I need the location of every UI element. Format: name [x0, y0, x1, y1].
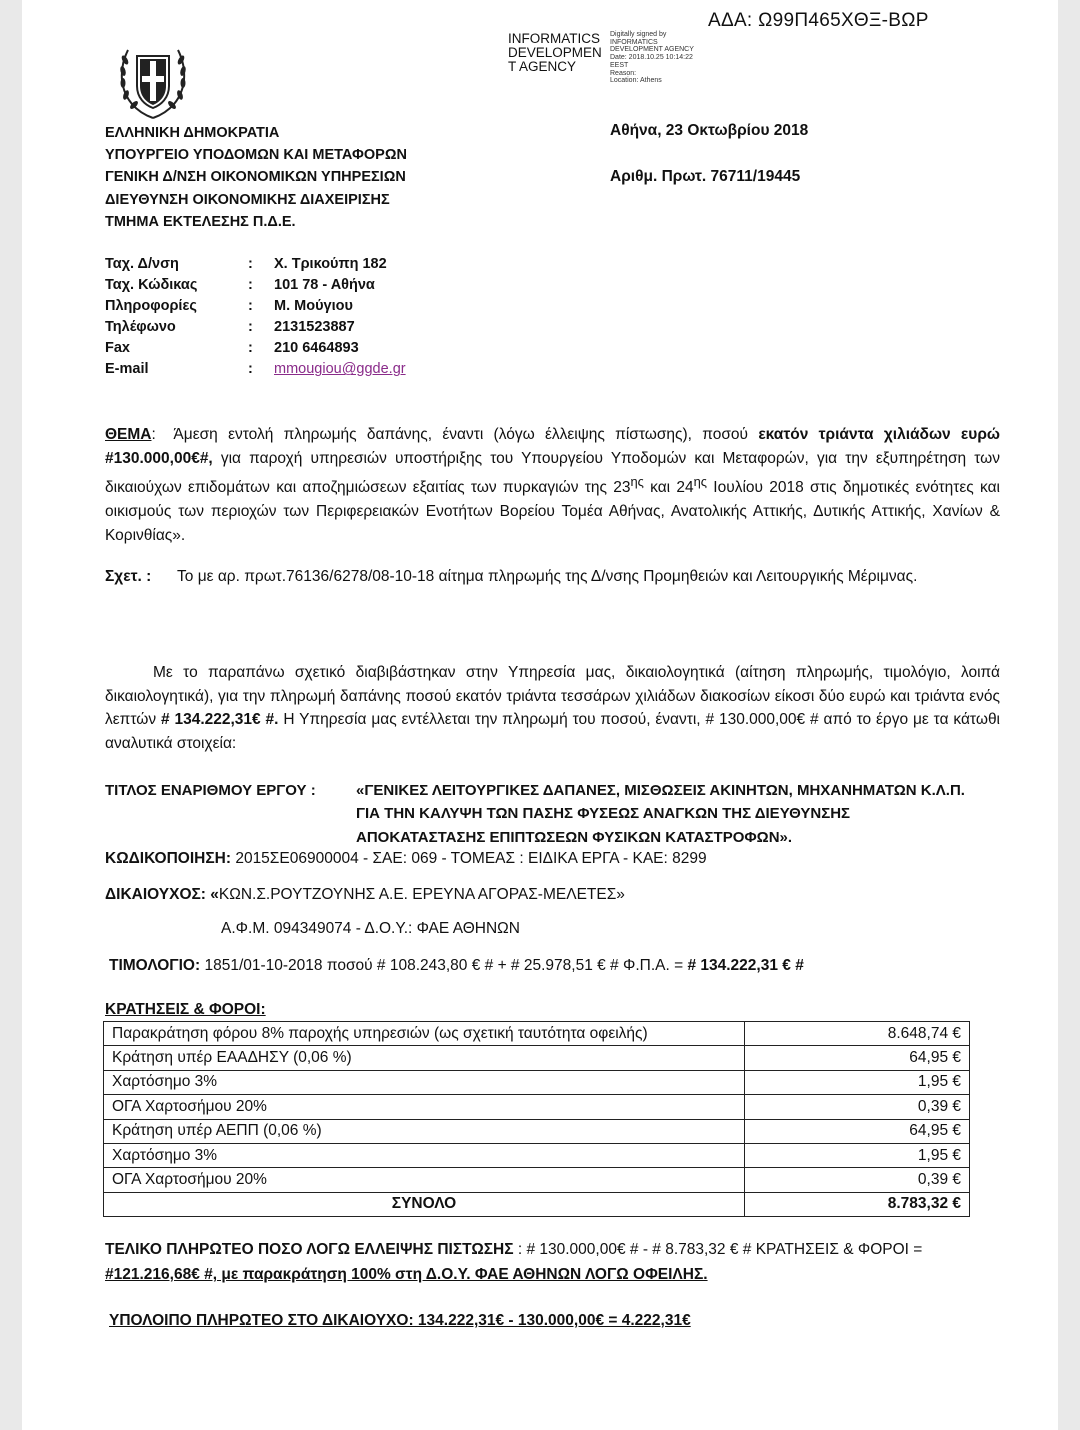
- org-line: ΤΜΗΜΑ ΕΚΤΕΛΕΣΗΣ Π.Δ.Ε.: [105, 213, 296, 230]
- coding-value: 2015ΣΕ06900004 - ΣΑΕ: 069 - ΤΟΜΕΑΣ : ΕΙΔΙΚΑ ΕΡΓΑ - ΚΑΕ: 8299: [231, 850, 707, 867]
- subject-text: Άμεση εντολή πληρωμής δαπάνης, έναντι (λόγω έλλειψης πίστωσης), ποσού: [164, 426, 759, 443]
- subject-text: και 24: [643, 479, 694, 497]
- subject-text: Ιουλίου 2018 στις δημοτικές ενότητες και οικισμούς των περιοχών των Περιφερειακών Ενοτήτων Βορείου Τομέα Αθήνας, Ανατολικής Αττικής, Δυτικής Αττικής, Χανίων & Κορινθίας».: [105, 479, 1001, 544]
- org-line: ΕΛΛΗΝΙΚΗ ΔΗΜΟΚΡΑΤΙΑ: [105, 125, 280, 141]
- deduction-amount: 64,95 €: [745, 1119, 970, 1143]
- coding-line: [105, 850, 707, 868]
- ordinal-suffix: ης: [693, 474, 708, 490]
- table-row: [104, 1095, 970, 1119]
- deduction-label: Κράτηση υπέρ ΕΑΑΔΗΣΥ (0,06 %): [104, 1046, 745, 1070]
- table-row: [104, 1143, 970, 1167]
- beneficiary-line: [105, 886, 625, 904]
- final-amount-label: ΤΕΛΙΚΟ ΠΛΗΡΩΤΕΟ ΠΟΣΟ ΛΟΓΩ ΕΛΛΕΙΨΗΣ ΠΙΣΤΩΣΗΣ: [105, 1241, 514, 1258]
- signature-detail-line: INFORMATICS: [610, 38, 658, 46]
- contact-value: 210 6464893: [274, 340, 359, 357]
- relation-text: Το με αρ. πρωτ.76136/6278/08-10-18 αίτημα πληρωμής της Δ/νσης Προμηθειών και Λειτουργικής Μέριμνας.: [177, 568, 918, 585]
- org-line: ΓΕΝΙΚΗ Δ/ΝΣΗ ΟΙΚΟΝΟΜΙΚΩΝ ΥΠΗΡΕΣΙΩΝ: [105, 169, 406, 186]
- subject-amount: εκατόν τριάντα χιλιάδων ευρώ #130.000,00€#,: [105, 426, 1000, 467]
- coding-label: ΚΩΔΙΚΟΠΟΙΗΣΗ:: [105, 850, 232, 867]
- tax-id-line: Α.Φ.Μ. 094349074 - Δ.Ο.Υ.: ΦΑΕ ΑΘΗΝΩΝ: [221, 920, 520, 937]
- contact-row: [105, 317, 406, 338]
- signature-detail-line: DEVELOPMENT AGENCY: [610, 46, 694, 54]
- contact-value: 2131523887: [274, 319, 355, 336]
- relation-label: Σχετ. :: [105, 568, 152, 585]
- body-amount: # 134.222,31€ #.: [160, 711, 279, 729]
- organization-block: [105, 122, 407, 233]
- table-row: [104, 1046, 970, 1070]
- body-paragraph: [105, 661, 1000, 755]
- total-amount: 8.783,32 €: [745, 1192, 970, 1216]
- deduction-amount: 1,95 €: [745, 1070, 970, 1094]
- final-amount-line: [105, 1241, 922, 1259]
- deduction-label: Παρακράτηση φόρου 8% παροχής υπηρεσιών (ως σχετική ταυτότητα οφειλής): [104, 1022, 745, 1046]
- org-line: ΥΠΟΥΡΓΕΙΟ ΥΠΟΔΟΜΩΝ ΚΑΙ ΜΕΤΑΦΟΡΩΝ: [105, 147, 407, 164]
- table-row: [104, 1022, 970, 1046]
- signature-details: [610, 31, 694, 85]
- contact-label: Πληροφορίες: [105, 298, 197, 315]
- beneficiary-label: ΔΙΚΑΙΟΥΧΟΣ: «: [105, 886, 219, 903]
- protocol-number: Αριθμ. Πρωτ. 76711/19445: [610, 168, 801, 185]
- subject-heading: [105, 423, 164, 447]
- relation-paragraph: [105, 565, 1000, 589]
- signature-detail-line: Digitally signed by: [610, 31, 667, 38]
- contact-separator: :: [248, 256, 253, 272]
- contact-row: [105, 275, 406, 296]
- contact-value: Χ. Τρικούπη 182: [274, 256, 387, 272]
- subject-label: ΘΕΜΑ: [105, 426, 152, 443]
- final-amount-text: : # 130.000,00€ # - # 8.783,32 € # ΚΡΑΤΗΣΕΙΣ & ΦΟΡΟΙ =: [513, 1241, 923, 1258]
- project-title-label: ΤΙΤΛΟΣ ΕΝΑΡΙΘΜΟΥ ΕΡΓΟΥ :: [105, 782, 316, 799]
- deductions-table: [103, 1021, 970, 1217]
- contact-row: [105, 296, 406, 317]
- invoice-value: 1851/01-10-2018 ποσού # 108.243,80 € # + # 25.978,51 € # Φ.Π.Α. =: [200, 957, 688, 974]
- invoice-label: ΤΙΜΟΛΟΓΙΟ:: [109, 957, 201, 974]
- table-row: [104, 1070, 970, 1094]
- table-total-row: [104, 1192, 970, 1216]
- signature-detail-line: EEST: [610, 61, 629, 69]
- signature-name-line: DEVELOPMEN: [508, 45, 602, 60]
- deduction-amount: 8.648,74 €: [745, 1022, 970, 1046]
- greek-emblem-icon: [116, 44, 190, 122]
- total-label: ΣΥΝΟΛΟ: [104, 1192, 745, 1216]
- deduction-amount: 64,95 €: [745, 1046, 970, 1070]
- deduction-amount: 1,95 €: [745, 1143, 970, 1167]
- contact-label: Τηλέφωνο: [105, 319, 176, 336]
- ordinal-suffix: ης: [630, 474, 644, 490]
- subject-text: για παροχή υπηρεσιών υποστήριξης του Υπουργείου Υποδομών και Μεταφορών, για την εξυπηρέτηση των δικαιούχων επιδομάτων και αποζημιώσεων εξαιτίας των πυρκαγιών της 23: [105, 449, 1000, 497]
- ada-code: ΑΔΑ: Ω99Π465ΧΘΞ-ΒΩΡ: [708, 10, 929, 31]
- contact-row: [105, 338, 406, 359]
- body-text: Η Υπηρεσία μας εντέλλεται την πληρωμή του ποσού, έναντι, # 130.000,00€ # από το έργο με τα κάτωθι αναλυτικά στοιχεία:: [105, 711, 1001, 752]
- deductions-heading: ΚΡΑΤΗΣΕΙΣ & ΦΟΡΟΙ:: [105, 1001, 266, 1018]
- invoice-line: [109, 957, 804, 975]
- table-row: [104, 1168, 970, 1192]
- remainder-line: ΥΠΟΛΟΙΠΟ ΠΛΗΡΩΤΕΟ ΣΤΟ ΔΙΚΑΙΟΥΧΟ: 134.222,31€ - 130.000,00€ = 4.222,31€: [109, 1312, 691, 1329]
- document-date: Αθήνα, 23 Οκτωβρίου 2018: [610, 122, 809, 139]
- contact-block: [105, 254, 406, 381]
- signature-name-line: INFORMATICS: [508, 31, 600, 46]
- contact-separator: :: [248, 340, 253, 357]
- project-title: «ΓΕΝΙΚΕΣ ΛΕΙΤΟΥΡΓΙΚΕΣ ΔΑΠΑΝΕΣ, ΜΙΣΘΩΣΕΙΣ ΑΚΙΝΗΤΩΝ, ΜΗΧΑΝΗΜΑΤΩΝ Κ.Λ.Π. ΓΙΑ ΤΗΝ ΚΑΛΥΨΗ ΤΩΝ ΠΑΣΗΣ ΦΥΣΕΩΣ ΑΝΑΓΚΩΝ ΤΗΣ ΔΙΕΥΘΥΝΣΗΣ ΑΠΟΚΑΤΑΣΤΑΣΗΣ ΕΠΙΠΤΩΣΕΩΝ ΦΥΣΙΚΩΝ ΚΑΤΑΣΤΡΟΦΩΝ».: [356, 782, 965, 846]
- contact-label: Ταχ. Κώδικας: [105, 277, 198, 294]
- deduction-amount: 0,39 €: [745, 1095, 970, 1119]
- final-amount-result: #121.216,68€ #, με παρακράτηση 100% στη Δ.Ο.Υ. ΦΑΕ ΑΘΗΝΩΝ ΛΟΓΩ ΟΦΕΙΛΗΣ.: [105, 1266, 708, 1283]
- contact-separator: :: [248, 361, 253, 378]
- signature-detail-line: Location: Athens: [610, 77, 662, 85]
- deduction-label: Χαρτόσημο 3%: [104, 1070, 745, 1094]
- contact-value: Μ. Μούγιου: [274, 298, 353, 315]
- contact-row: [105, 254, 406, 275]
- body-text: Με το παραπάνω σχετικό διαβιβάστηκαν στην Υπηρεσία μας, δικαιολογητικά (αίτηση πληρωμής, τιμολόγιο, λοιπά δικαιολογητικά), για την πληρωμή δαπάνης ποσού εκατόν τριάντα τεσσάρων χιλιάδων διακοσίων είκοσι δύο ευρώ και τριάντα ενός λεπτών: [105, 664, 1000, 729]
- contact-label: Ταχ. Δ/νση: [105, 256, 179, 272]
- signature-detail-line: Reason:: [610, 69, 637, 77]
- deduction-label: Χαρτόσημο 3%: [104, 1143, 745, 1167]
- subject-colon: :: [151, 426, 156, 443]
- org-line: ΔΙΕΥΘΥΝΣΗ ΟΙΚΟΝΟΜΙΚΗΣ ΔΙΑΧΕΙΡΙΣΗΣ: [105, 191, 390, 208]
- deduction-label: ΟΓΑ Χαρτοσήμου 20%: [104, 1168, 745, 1192]
- contact-separator: :: [248, 277, 253, 294]
- beneficiary-value: ΚΩΝ.Σ.ΡΟΥΤΖΟΥΝΗΣ Α.Ε. ΕΡΕΥΝΑ ΑΓΟΡΑΣ-ΜΕΛΕΤΕΣ»: [218, 886, 625, 903]
- table-row: [104, 1119, 970, 1143]
- signature-name-line: T AGENCY: [508, 59, 577, 74]
- signature-detail-line: Date: 2018.10.25 10:14:22: [610, 54, 693, 62]
- subject-paragraph: [105, 423, 1000, 547]
- contact-label: E-mail: [105, 361, 149, 378]
- invoice-total: # 134.222,31 € #: [687, 957, 804, 974]
- project-title-block: [105, 779, 975, 849]
- deduction-label: Κράτηση υπέρ ΑΕΠΠ (0,06 %): [104, 1119, 745, 1143]
- contact-separator: :: [248, 298, 253, 315]
- contact-separator: :: [248, 319, 253, 336]
- email-link[interactable]: mmougiou@ggde.gr: [274, 361, 406, 378]
- contact-value: 101 78 - Αθήνα: [274, 277, 375, 294]
- contact-label: Fax: [105, 340, 130, 357]
- deduction-amount: 0,39 €: [745, 1168, 970, 1192]
- signature-name: [508, 32, 602, 74]
- document-page: [22, 0, 1058, 1430]
- deduction-label: ΟΓΑ Χαρτοσήμου 20%: [104, 1095, 745, 1119]
- contact-row: [105, 359, 406, 380]
